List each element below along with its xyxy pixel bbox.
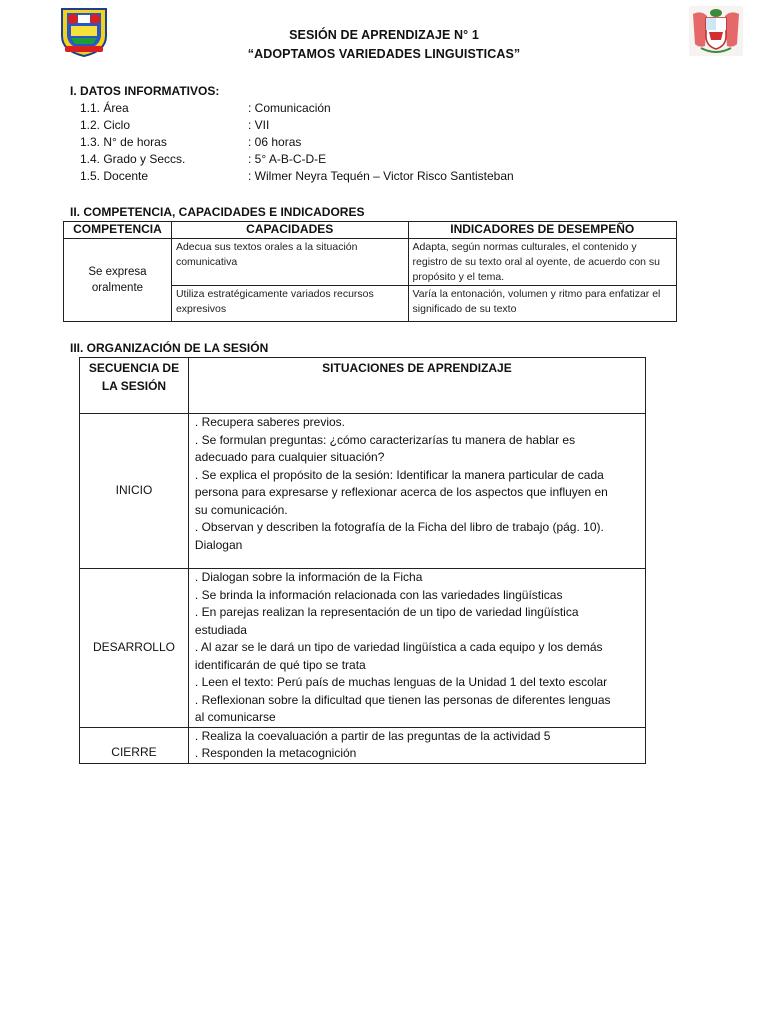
activity-line: . Leen el texto: Perú país de muchas lenguas de la Unidad 1 del texto escolar bbox=[194, 675, 608, 689]
secuencia-header-text: SECUENCIA DE bbox=[88, 361, 180, 375]
stage-inicio: INICIO bbox=[80, 414, 189, 569]
activity-line: al comunicarse bbox=[194, 710, 276, 724]
capacidad-text: comunicativa bbox=[175, 256, 238, 268]
competencia-table bbox=[63, 221, 677, 322]
datos-value: : 5° A-B-C-D-E bbox=[248, 152, 327, 166]
datos-value: : 06 horas bbox=[248, 135, 302, 149]
activity-line: . Se brinda la información relacionada con las variedades lingüísticas bbox=[194, 587, 563, 602]
col-header-capacidades: CAPACIDADES bbox=[171, 222, 408, 239]
activity-line: . Observan y describen la fotografía de la Ficha del libro de trabajo (pág. 10). bbox=[194, 520, 604, 534]
col-header-secuencia bbox=[80, 358, 189, 414]
session-title: SESIÓN DE APRENDIZAJE N° 1 bbox=[289, 28, 479, 42]
competencia-text: oralmente bbox=[91, 282, 144, 294]
datos-row-area bbox=[0, 100, 768, 117]
activity-line: persona para expresarse y reflexionar acerca de los aspectos que influyen en bbox=[194, 485, 608, 499]
stage-desarrollo: DESARROLLO bbox=[80, 569, 189, 728]
capacidad-text: Adecua sus textos orales a la situación bbox=[175, 241, 358, 253]
organizacion-table bbox=[79, 357, 646, 764]
activity-line: Dialogan bbox=[194, 537, 243, 552]
col-header-situaciones: SITUACIONES DE APRENDIZAJE bbox=[188, 358, 645, 414]
activity-line: . Recupera saberes previos. bbox=[194, 415, 345, 429]
competencia-heading: II. COMPETENCIA, CAPACIDADES E INDICADORES bbox=[70, 205, 365, 219]
stage-cierre-content bbox=[188, 727, 645, 763]
activity-line: . Reflexionan sobre la dificultad que tienen las personas de diferentes lenguas bbox=[194, 692, 611, 707]
datos-value: : Comunicación bbox=[248, 101, 331, 115]
stage-desarrollo-content bbox=[188, 569, 645, 728]
activity-line: . Al azar se le dará un tipo de variedad lingüística a cada equipo y los demás bbox=[194, 640, 603, 654]
col-header-competencia: COMPETENCIA bbox=[64, 222, 172, 239]
activity-line: . Se explica el propósito de la sesión: Identificar la manera particular de cada bbox=[194, 467, 604, 482]
capacidad-text: expresivos bbox=[175, 303, 227, 315]
datos-label: 1.3. N° de horas bbox=[80, 135, 167, 149]
competencia-cell bbox=[64, 239, 172, 322]
datos-value: : Wilmer Neyra Tequén – Victor Risco Santisteban bbox=[248, 169, 514, 183]
activity-line: . Responden la metacognición bbox=[194, 746, 357, 760]
activity-line: . Se formulan preguntas: ¿cómo caracterizarías tu manera de hablar es bbox=[194, 432, 576, 447]
stage-inicio-content bbox=[188, 414, 645, 569]
indicador-cell bbox=[408, 239, 676, 286]
activity-line: su comunicación. bbox=[194, 502, 288, 517]
organizacion-heading: III. ORGANIZACIÓN DE LA SESIÓN bbox=[70, 341, 269, 355]
datos-label: 1.2. Ciclo bbox=[80, 118, 131, 132]
datos-label: 1.4. Grado y Seccs. bbox=[80, 152, 186, 166]
capacidad-cell bbox=[171, 286, 408, 322]
indicador-text: Varía la entonación, volumen y ritmo para enfatizar el bbox=[412, 288, 661, 300]
datos-row-docente bbox=[0, 168, 768, 185]
activity-line: . Dialogan sobre la información de la Ficha bbox=[194, 570, 423, 584]
datos-label: 1.1. Área bbox=[80, 101, 129, 115]
indicador-cell bbox=[408, 286, 676, 322]
activity-line: adecuado para cualquier situación? bbox=[194, 450, 385, 464]
datos-list bbox=[0, 100, 768, 185]
secuencia-header-text: LA SESIÓN bbox=[101, 378, 167, 393]
activity-line: . Realiza la coevaluación a partir de las preguntas de la actividad 5 bbox=[194, 728, 551, 743]
session-subtitle: “ADOPTAMOS VARIEDADES LINGUISTICAS” bbox=[247, 47, 521, 61]
indicador-text: registro de su texto oral al oyente, de acuerdo con su bbox=[412, 256, 660, 268]
datos-row-grado bbox=[0, 151, 768, 168]
indicador-text: Adapta, según normas culturales, el contenido y bbox=[412, 241, 637, 253]
datos-row-ciclo bbox=[0, 117, 768, 134]
datos-value: : VII bbox=[248, 118, 270, 132]
datos-row-horas bbox=[0, 134, 768, 151]
col-header-indicadores: INDICADORES DE DESEMPEÑO bbox=[408, 222, 676, 239]
capacidad-cell bbox=[171, 239, 408, 286]
activity-line: estudiada bbox=[194, 622, 247, 637]
datos-label: 1.5. Docente bbox=[80, 169, 149, 183]
competencia-text: Se expresa bbox=[88, 266, 147, 278]
capacidad-text: Utiliza estratégicamente variados recursos bbox=[175, 288, 374, 300]
stage-cierre: CIERRE bbox=[80, 727, 189, 763]
activity-line: . En parejas realizan la representación de un tipo de variedad lingüística bbox=[194, 605, 579, 619]
datos-heading: I. DATOS INFORMATIVOS: bbox=[70, 84, 220, 98]
activity-line: identificarán de qué tipo se trata bbox=[194, 657, 366, 672]
indicador-text: propósito y el tema. bbox=[412, 271, 505, 283]
indicador-text: significado de su texto bbox=[412, 303, 517, 315]
